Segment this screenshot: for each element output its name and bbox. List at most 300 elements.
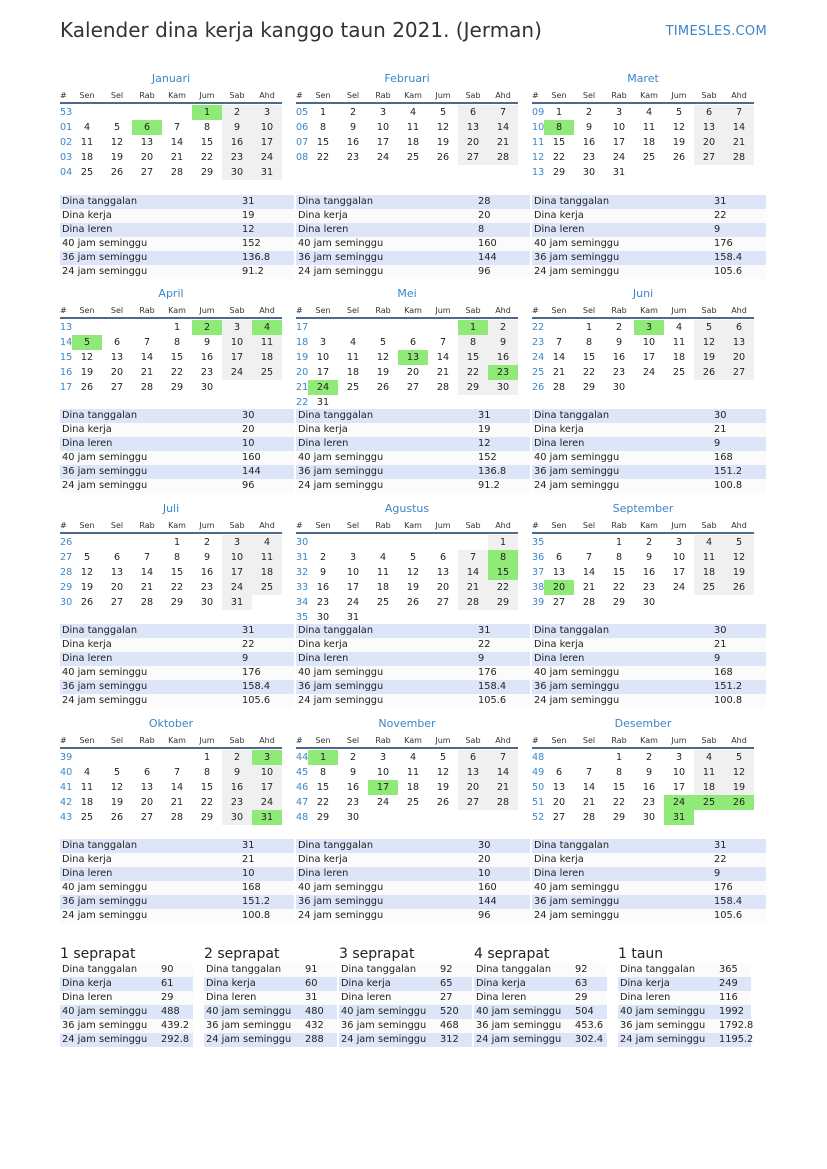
day-cell[interactable]: 24 bbox=[672, 582, 686, 593]
day-cell[interactable]: 1 bbox=[615, 752, 623, 763]
day-cell[interactable]: 13 bbox=[552, 567, 566, 578]
day-cell[interactable]: 8 bbox=[173, 552, 181, 563]
day-cell[interactable]: 18 bbox=[694, 565, 724, 580]
day-cell[interactable]: 25 bbox=[252, 580, 282, 595]
day-cell[interactable]: 10 bbox=[642, 337, 656, 348]
day-cell[interactable]: 6 bbox=[555, 552, 563, 563]
day-cell[interactable]: 20 bbox=[458, 135, 488, 150]
day-cell[interactable]: 13 bbox=[552, 782, 566, 793]
day-cell[interactable]: 30 bbox=[642, 812, 656, 823]
day-cell[interactable]: 24 bbox=[252, 795, 282, 810]
day-cell[interactable]: 4 bbox=[252, 320, 282, 335]
day-cell[interactable]: 11 bbox=[642, 122, 656, 133]
day-cell[interactable]: 21 bbox=[458, 580, 488, 595]
day-cell[interactable]: 25 bbox=[376, 597, 390, 608]
day-cell[interactable]: 7 bbox=[173, 767, 181, 778]
day-cell[interactable]: 5 bbox=[113, 767, 121, 778]
day-cell[interactable]: 2 bbox=[349, 752, 357, 763]
day-cell[interactable]: 23 bbox=[346, 152, 360, 163]
day-cell[interactable]: 10 bbox=[346, 567, 360, 578]
day-cell[interactable]: 24 bbox=[252, 150, 282, 165]
day-cell[interactable]: 26 bbox=[110, 812, 124, 823]
day-cell[interactable]: 18 bbox=[694, 780, 724, 795]
day-cell[interactable]: 3 bbox=[675, 537, 683, 548]
day-cell[interactable]: 23 bbox=[642, 797, 656, 808]
day-cell[interactable]: 13 bbox=[398, 350, 428, 365]
day-cell[interactable]: 13 bbox=[436, 567, 450, 578]
day-cell[interactable]: 25 bbox=[694, 795, 724, 810]
day-cell[interactable]: 19 bbox=[672, 137, 686, 148]
day-cell[interactable]: 7 bbox=[555, 337, 563, 348]
day-cell[interactable]: 5 bbox=[694, 320, 724, 335]
day-cell[interactable]: 28 bbox=[488, 795, 518, 810]
day-cell[interactable]: 5 bbox=[724, 535, 754, 550]
day-cell[interactable]: 15 bbox=[170, 352, 184, 363]
day-cell[interactable]: 22 bbox=[488, 580, 518, 595]
day-cell[interactable]: 21 bbox=[582, 582, 596, 593]
day-cell[interactable]: 2 bbox=[222, 105, 252, 120]
day-cell[interactable]: 26 bbox=[80, 597, 94, 608]
day-cell[interactable]: 2 bbox=[645, 537, 653, 548]
day-cell[interactable]: 15 bbox=[582, 352, 596, 363]
day-cell[interactable]: 28 bbox=[458, 595, 488, 610]
day-cell[interactable]: 19 bbox=[376, 367, 390, 378]
day-cell[interactable]: 17 bbox=[672, 782, 686, 793]
day-cell[interactable]: 13 bbox=[724, 335, 754, 350]
day-cell[interactable]: 29 bbox=[170, 382, 184, 393]
day-cell[interactable]: 29 bbox=[552, 167, 566, 178]
day-cell[interactable]: 9 bbox=[645, 767, 653, 778]
day-cell[interactable]: 29 bbox=[488, 595, 518, 610]
day-cell[interactable]: 31 bbox=[346, 612, 360, 623]
day-cell[interactable]: 20 bbox=[694, 135, 724, 150]
day-cell[interactable]: 30 bbox=[200, 382, 214, 393]
day-cell[interactable]: 30 bbox=[582, 167, 596, 178]
day-cell[interactable]: 4 bbox=[379, 552, 387, 563]
day-cell[interactable]: 9 bbox=[203, 337, 211, 348]
day-cell[interactable]: 4 bbox=[252, 535, 282, 550]
day-cell[interactable]: 15 bbox=[316, 782, 330, 793]
day-cell[interactable]: 23 bbox=[222, 795, 252, 810]
day-cell[interactable]: 31 bbox=[612, 167, 626, 178]
day-cell[interactable]: 2 bbox=[585, 107, 593, 118]
day-cell[interactable]: 18 bbox=[406, 782, 420, 793]
day-cell[interactable]: 30 bbox=[200, 597, 214, 608]
day-cell[interactable]: 25 bbox=[80, 812, 94, 823]
day-cell[interactable]: 25 bbox=[642, 152, 656, 163]
day-cell[interactable]: 22 bbox=[612, 797, 626, 808]
day-cell[interactable]: 16 bbox=[222, 780, 252, 795]
day-cell[interactable]: 2 bbox=[203, 537, 211, 548]
day-cell[interactable]: 14 bbox=[458, 565, 488, 580]
day-cell[interactable]: 19 bbox=[406, 582, 420, 593]
day-cell[interactable]: 27 bbox=[458, 795, 488, 810]
day-cell[interactable]: 27 bbox=[552, 597, 566, 608]
day-cell[interactable]: 28 bbox=[140, 597, 154, 608]
day-cell[interactable]: 14 bbox=[488, 765, 518, 780]
day-cell[interactable]: 10 bbox=[222, 550, 252, 565]
day-cell[interactable]: 14 bbox=[170, 137, 184, 148]
day-cell[interactable]: 24 bbox=[346, 597, 360, 608]
day-cell[interactable]: 19 bbox=[80, 582, 94, 593]
day-cell[interactable]: 1 bbox=[488, 535, 518, 550]
day-cell[interactable]: 9 bbox=[203, 552, 211, 563]
day-cell[interactable]: 11 bbox=[80, 137, 94, 148]
day-cell[interactable]: 14 bbox=[140, 352, 154, 363]
day-cell[interactable]: 12 bbox=[436, 767, 450, 778]
day-cell[interactable]: 24 bbox=[222, 580, 252, 595]
day-cell[interactable]: 25 bbox=[672, 367, 686, 378]
day-cell[interactable]: 21 bbox=[140, 582, 154, 593]
day-cell[interactable]: 7 bbox=[143, 337, 151, 348]
day-cell[interactable]: 26 bbox=[694, 365, 724, 380]
day-cell[interactable]: 27 bbox=[724, 365, 754, 380]
day-cell[interactable]: 22 bbox=[316, 797, 330, 808]
day-cell[interactable]: 19 bbox=[694, 350, 724, 365]
day-cell[interactable]: 20 bbox=[724, 350, 754, 365]
day-cell[interactable]: 14 bbox=[552, 352, 566, 363]
day-cell[interactable]: 5 bbox=[724, 750, 754, 765]
day-cell[interactable]: 8 bbox=[544, 120, 574, 135]
day-cell[interactable]: 12 bbox=[110, 137, 124, 148]
day-cell[interactable]: 1 bbox=[319, 107, 327, 118]
day-cell[interactable]: 14 bbox=[436, 352, 450, 363]
day-cell[interactable]: 29 bbox=[200, 812, 214, 823]
day-cell[interactable]: 13 bbox=[140, 782, 154, 793]
day-cell[interactable]: 7 bbox=[488, 750, 518, 765]
day-cell[interactable]: 11 bbox=[80, 782, 94, 793]
day-cell[interactable]: 3 bbox=[222, 535, 252, 550]
day-cell[interactable]: 25 bbox=[346, 382, 360, 393]
day-cell[interactable]: 5 bbox=[83, 552, 91, 563]
day-cell[interactable]: 4 bbox=[694, 750, 724, 765]
day-cell[interactable]: 17 bbox=[368, 780, 398, 795]
day-cell[interactable]: 28 bbox=[724, 150, 754, 165]
day-cell[interactable]: 17 bbox=[252, 780, 282, 795]
day-cell[interactable]: 3 bbox=[379, 752, 387, 763]
day-cell[interactable]: 21 bbox=[140, 367, 154, 378]
day-cell[interactable]: 25 bbox=[80, 167, 94, 178]
day-cell[interactable]: 9 bbox=[615, 337, 623, 348]
day-cell[interactable]: 12 bbox=[110, 782, 124, 793]
day-cell[interactable]: 29 bbox=[612, 597, 626, 608]
day-cell[interactable]: 16 bbox=[642, 567, 656, 578]
day-cell[interactable]: 1 bbox=[555, 107, 563, 118]
day-cell[interactable]: 6 bbox=[143, 767, 151, 778]
day-cell[interactable]: 30 bbox=[316, 612, 330, 623]
day-cell[interactable]: 1 bbox=[203, 752, 211, 763]
day-cell[interactable]: 28 bbox=[170, 812, 184, 823]
day-cell[interactable]: 10 bbox=[376, 767, 390, 778]
day-cell[interactable]: 9 bbox=[585, 122, 593, 133]
day-cell[interactable]: 1 bbox=[585, 322, 593, 333]
day-cell[interactable]: 12 bbox=[724, 550, 754, 565]
day-cell[interactable]: 9 bbox=[222, 765, 252, 780]
day-cell[interactable]: 13 bbox=[458, 765, 488, 780]
day-cell[interactable]: 17 bbox=[222, 350, 252, 365]
day-cell[interactable]: 3 bbox=[634, 320, 664, 335]
day-cell[interactable]: 31 bbox=[252, 165, 282, 180]
day-cell[interactable]: 24 bbox=[376, 797, 390, 808]
day-cell[interactable]: 3 bbox=[319, 337, 327, 348]
day-cell[interactable]: 3 bbox=[675, 752, 683, 763]
day-cell[interactable]: 1 bbox=[308, 750, 338, 765]
day-cell[interactable]: 31 bbox=[664, 810, 694, 825]
day-cell[interactable]: 10 bbox=[252, 765, 282, 780]
day-cell[interactable]: 12 bbox=[436, 122, 450, 133]
day-cell[interactable]: 18 bbox=[80, 152, 94, 163]
day-cell[interactable]: 6 bbox=[113, 552, 121, 563]
day-cell[interactable]: 14 bbox=[140, 567, 154, 578]
day-cell[interactable]: 15 bbox=[612, 567, 626, 578]
day-cell[interactable]: 21 bbox=[170, 152, 184, 163]
day-cell[interactable]: 14 bbox=[582, 567, 596, 578]
day-cell[interactable]: 20 bbox=[544, 580, 574, 595]
day-cell[interactable]: 2 bbox=[192, 320, 222, 335]
day-cell[interactable]: 4 bbox=[83, 767, 91, 778]
day-cell[interactable]: 16 bbox=[642, 782, 656, 793]
day-cell[interactable]: 20 bbox=[140, 797, 154, 808]
day-cell[interactable]: 22 bbox=[458, 365, 488, 380]
day-cell[interactable]: 15 bbox=[200, 137, 214, 148]
day-cell[interactable]: 6 bbox=[132, 120, 162, 135]
day-cell[interactable]: 21 bbox=[488, 135, 518, 150]
day-cell[interactable]: 5 bbox=[439, 752, 447, 763]
day-cell[interactable]: 11 bbox=[694, 765, 724, 780]
day-cell[interactable]: 21 bbox=[436, 367, 450, 378]
day-cell[interactable]: 11 bbox=[252, 335, 282, 350]
day-cell[interactable]: 15 bbox=[170, 567, 184, 578]
day-cell[interactable]: 18 bbox=[642, 137, 656, 148]
day-cell[interactable]: 1 bbox=[173, 537, 181, 548]
day-cell[interactable]: 9 bbox=[222, 120, 252, 135]
day-cell[interactable]: 13 bbox=[110, 352, 124, 363]
day-cell[interactable]: 8 bbox=[615, 552, 623, 563]
day-cell[interactable]: 27 bbox=[110, 382, 124, 393]
day-cell[interactable]: 8 bbox=[203, 767, 211, 778]
day-cell[interactable]: 8 bbox=[319, 122, 327, 133]
day-cell[interactable]: 16 bbox=[200, 352, 214, 363]
day-cell[interactable]: 4 bbox=[349, 337, 357, 348]
day-cell[interactable]: 30 bbox=[222, 810, 252, 825]
day-cell[interactable]: 18 bbox=[252, 565, 282, 580]
day-cell[interactable]: 7 bbox=[585, 767, 593, 778]
day-cell[interactable]: 23 bbox=[200, 582, 214, 593]
day-cell[interactable]: 27 bbox=[436, 597, 450, 608]
day-cell[interactable]: 12 bbox=[80, 352, 94, 363]
day-cell[interactable]: 23 bbox=[222, 150, 252, 165]
day-cell[interactable]: 6 bbox=[439, 552, 447, 563]
day-cell[interactable]: 14 bbox=[488, 120, 518, 135]
day-cell[interactable]: 28 bbox=[436, 382, 450, 393]
day-cell[interactable]: 28 bbox=[140, 382, 154, 393]
day-cell[interactable]: 14 bbox=[170, 782, 184, 793]
day-cell[interactable]: 15 bbox=[488, 565, 518, 580]
day-cell[interactable]: 7 bbox=[143, 552, 151, 563]
day-cell[interactable]: 26 bbox=[724, 795, 754, 810]
day-cell[interactable]: 12 bbox=[80, 567, 94, 578]
day-cell[interactable]: 11 bbox=[376, 567, 390, 578]
day-cell[interactable]: 16 bbox=[316, 582, 330, 593]
day-cell[interactable]: 10 bbox=[672, 552, 686, 563]
day-cell[interactable]: 3 bbox=[379, 107, 387, 118]
day-cell[interactable]: 29 bbox=[582, 382, 596, 393]
day-cell[interactable]: 5 bbox=[409, 552, 417, 563]
day-cell[interactable]: 15 bbox=[552, 137, 566, 148]
day-cell[interactable]: 28 bbox=[170, 167, 184, 178]
day-cell[interactable]: 4 bbox=[694, 535, 724, 550]
day-cell[interactable]: 30 bbox=[488, 380, 518, 395]
day-cell[interactable]: 7 bbox=[488, 105, 518, 120]
day-cell[interactable]: 29 bbox=[612, 812, 626, 823]
day-cell[interactable]: 21 bbox=[582, 797, 596, 808]
day-cell[interactable]: 24 bbox=[612, 152, 626, 163]
day-cell[interactable]: 27 bbox=[140, 167, 154, 178]
day-cell[interactable]: 21 bbox=[724, 135, 754, 150]
day-cell[interactable]: 13 bbox=[694, 120, 724, 135]
day-cell[interactable]: 27 bbox=[110, 597, 124, 608]
day-cell[interactable]: 20 bbox=[140, 152, 154, 163]
day-cell[interactable]: 10 bbox=[672, 767, 686, 778]
day-cell[interactable]: 24 bbox=[664, 795, 694, 810]
day-cell[interactable]: 16 bbox=[612, 352, 626, 363]
day-cell[interactable]: 22 bbox=[200, 152, 214, 163]
day-cell[interactable]: 25 bbox=[252, 365, 282, 380]
day-cell[interactable]: 14 bbox=[724, 120, 754, 135]
day-cell[interactable]: 7 bbox=[724, 105, 754, 120]
day-cell[interactable]: 6 bbox=[555, 767, 563, 778]
day-cell[interactable]: 16 bbox=[346, 137, 360, 148]
day-cell[interactable]: 22 bbox=[552, 152, 566, 163]
day-cell[interactable]: 23 bbox=[316, 597, 330, 608]
day-cell[interactable]: 3 bbox=[252, 750, 282, 765]
day-cell[interactable]: 10 bbox=[316, 352, 330, 363]
day-cell[interactable]: 17 bbox=[222, 565, 252, 580]
day-cell[interactable]: 17 bbox=[642, 352, 656, 363]
day-cell[interactable]: 9 bbox=[349, 122, 357, 133]
day-cell[interactable]: 29 bbox=[170, 597, 184, 608]
day-cell[interactable]: 25 bbox=[694, 580, 724, 595]
day-cell[interactable]: 6 bbox=[458, 750, 488, 765]
day-cell[interactable]: 23 bbox=[642, 582, 656, 593]
day-cell[interactable]: 26 bbox=[406, 597, 420, 608]
day-cell[interactable]: 12 bbox=[406, 567, 420, 578]
day-cell[interactable]: 16 bbox=[200, 567, 214, 578]
day-cell[interactable]: 6 bbox=[724, 320, 754, 335]
day-cell[interactable]: 12 bbox=[694, 335, 724, 350]
day-cell[interactable]: 8 bbox=[173, 337, 181, 348]
day-cell[interactable]: 24 bbox=[222, 365, 252, 380]
day-cell[interactable]: 17 bbox=[376, 137, 390, 148]
day-cell[interactable]: 24 bbox=[308, 380, 338, 395]
day-cell[interactable]: 11 bbox=[672, 337, 686, 348]
day-cell[interactable]: 8 bbox=[585, 337, 593, 348]
day-cell[interactable]: 12 bbox=[724, 765, 754, 780]
day-cell[interactable]: 7 bbox=[458, 550, 488, 565]
day-cell[interactable]: 30 bbox=[612, 382, 626, 393]
day-cell[interactable]: 7 bbox=[585, 552, 593, 563]
day-cell[interactable]: 7 bbox=[439, 337, 447, 348]
day-cell[interactable]: 26 bbox=[80, 382, 94, 393]
day-cell[interactable]: 21 bbox=[488, 780, 518, 795]
day-cell[interactable]: 15 bbox=[458, 350, 488, 365]
day-cell[interactable]: 16 bbox=[346, 782, 360, 793]
day-cell[interactable]: 29 bbox=[200, 167, 214, 178]
day-cell[interactable]: 16 bbox=[488, 350, 518, 365]
day-cell[interactable]: 26 bbox=[436, 797, 450, 808]
day-cell[interactable]: 20 bbox=[110, 367, 124, 378]
day-cell[interactable]: 5 bbox=[113, 122, 121, 133]
day-cell[interactable]: 30 bbox=[346, 812, 360, 823]
day-cell[interactable]: 30 bbox=[642, 597, 656, 608]
day-cell[interactable]: 19 bbox=[110, 152, 124, 163]
day-cell[interactable]: 11 bbox=[346, 352, 360, 363]
day-cell[interactable]: 13 bbox=[140, 137, 154, 148]
day-cell[interactable]: 11 bbox=[406, 122, 420, 133]
day-cell[interactable]: 26 bbox=[436, 152, 450, 163]
day-cell[interactable]: 18 bbox=[346, 367, 360, 378]
day-cell[interactable]: 15 bbox=[316, 137, 330, 148]
day-cell[interactable]: 29 bbox=[316, 812, 330, 823]
day-cell[interactable]: 15 bbox=[200, 782, 214, 793]
day-cell[interactable]: 8 bbox=[458, 335, 488, 350]
day-cell[interactable]: 12 bbox=[376, 352, 390, 363]
day-cell[interactable]: 6 bbox=[409, 337, 417, 348]
day-cell[interactable]: 9 bbox=[349, 767, 357, 778]
day-cell[interactable]: 4 bbox=[675, 322, 683, 333]
day-cell[interactable]: 13 bbox=[458, 120, 488, 135]
day-cell[interactable]: 10 bbox=[376, 122, 390, 133]
day-cell[interactable]: 20 bbox=[436, 582, 450, 593]
day-cell[interactable]: 31 bbox=[252, 810, 282, 825]
day-cell[interactable]: 22 bbox=[582, 367, 596, 378]
day-cell[interactable]: 30 bbox=[222, 165, 252, 180]
day-cell[interactable]: 4 bbox=[83, 122, 91, 133]
day-cell[interactable]: 17 bbox=[316, 367, 330, 378]
day-cell[interactable]: 3 bbox=[222, 320, 252, 335]
day-cell[interactable]: 27 bbox=[458, 150, 488, 165]
day-cell[interactable]: 27 bbox=[140, 812, 154, 823]
day-cell[interactable]: 5 bbox=[675, 107, 683, 118]
day-cell[interactable]: 2 bbox=[615, 322, 623, 333]
day-cell[interactable]: 6 bbox=[113, 337, 121, 348]
day-cell[interactable]: 28 bbox=[552, 382, 566, 393]
day-cell[interactable]: 23 bbox=[582, 152, 596, 163]
day-cell[interactable]: 26 bbox=[724, 580, 754, 595]
day-cell[interactable]: 1 bbox=[192, 105, 222, 120]
day-cell[interactable]: 18 bbox=[376, 582, 390, 593]
day-cell[interactable]: 1 bbox=[458, 320, 488, 335]
day-cell[interactable]: 21 bbox=[170, 797, 184, 808]
day-cell[interactable]: 6 bbox=[694, 105, 724, 120]
day-cell[interactable]: 6 bbox=[458, 105, 488, 120]
day-cell[interactable]: 27 bbox=[406, 382, 420, 393]
day-cell[interactable]: 9 bbox=[645, 552, 653, 563]
day-cell[interactable]: 1 bbox=[173, 322, 181, 333]
day-cell[interactable]: 10 bbox=[222, 335, 252, 350]
day-cell[interactable]: 22 bbox=[170, 582, 184, 593]
day-cell[interactable]: 28 bbox=[582, 597, 596, 608]
day-cell[interactable]: 24 bbox=[642, 367, 656, 378]
day-cell[interactable]: 20 bbox=[552, 797, 566, 808]
day-cell[interactable]: 2 bbox=[349, 107, 357, 118]
day-cell[interactable]: 20 bbox=[110, 582, 124, 593]
day-cell[interactable]: 22 bbox=[170, 367, 184, 378]
day-cell[interactable]: 18 bbox=[80, 797, 94, 808]
day-cell[interactable]: 18 bbox=[406, 137, 420, 148]
day-cell[interactable]: 18 bbox=[252, 350, 282, 365]
day-cell[interactable]: 5 bbox=[379, 337, 387, 348]
